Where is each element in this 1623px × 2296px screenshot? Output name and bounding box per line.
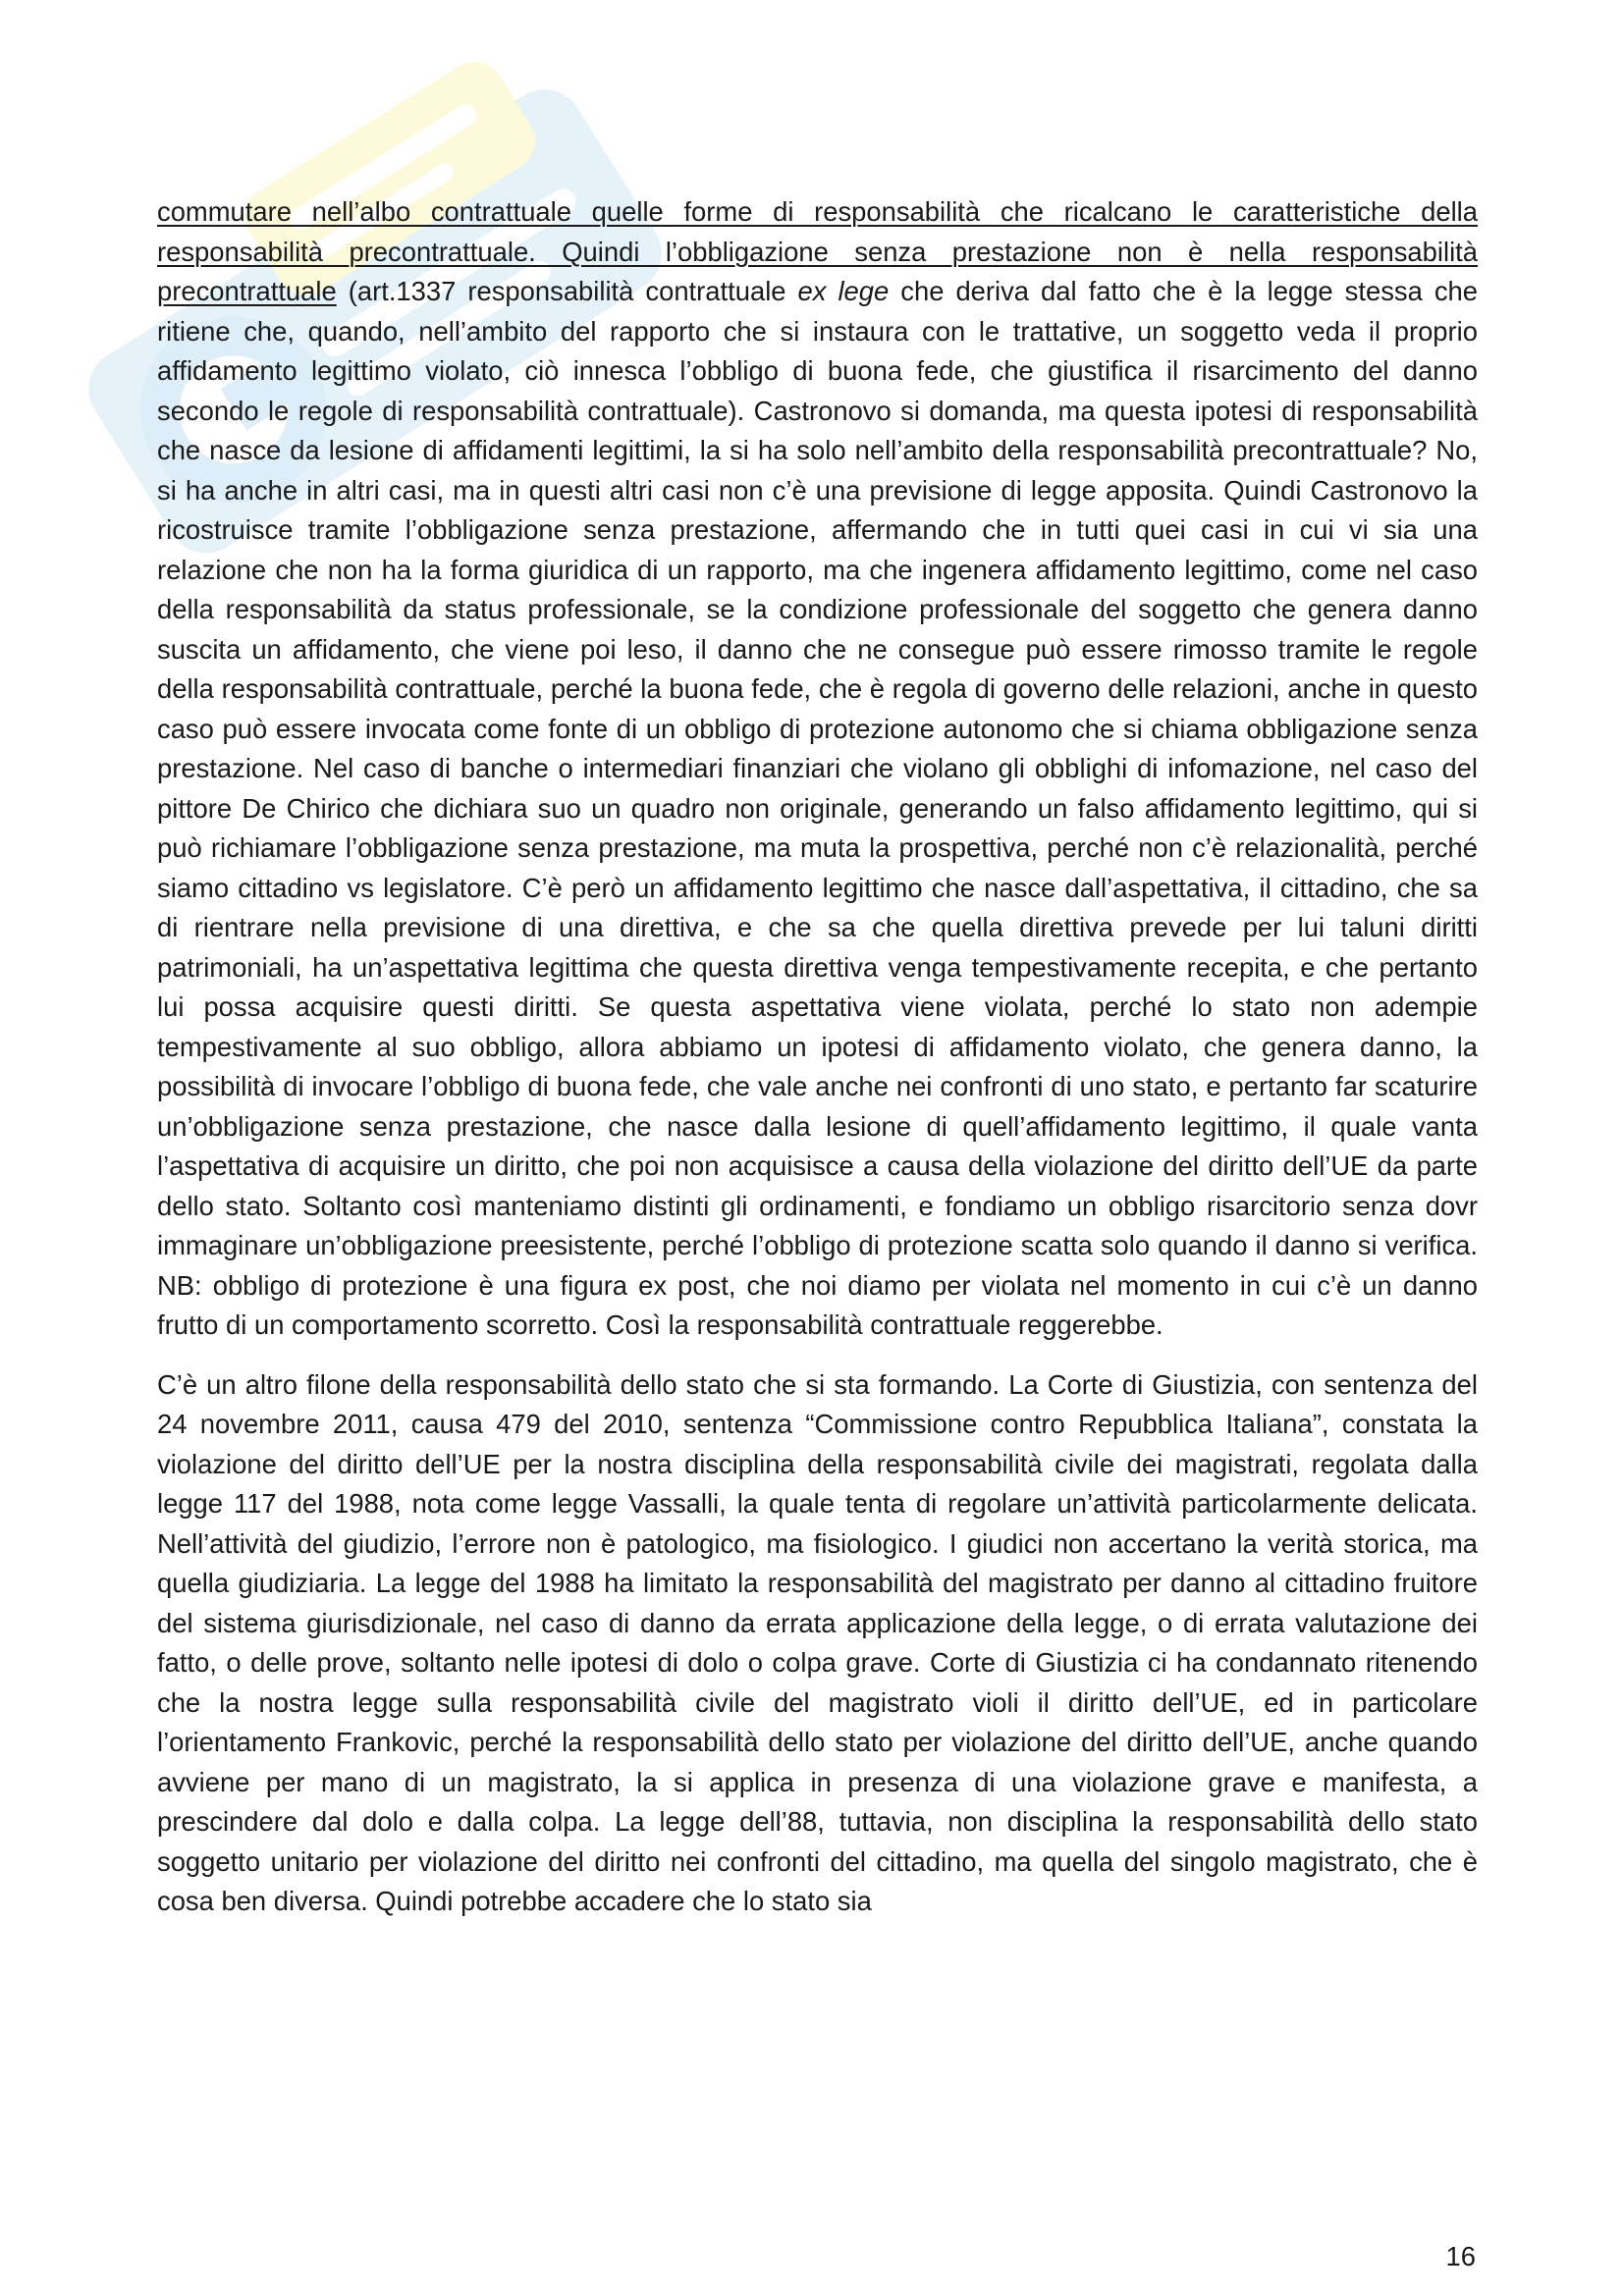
page-number: 16 — [1445, 2241, 1476, 2271]
paragraph-1-text-a: (art.1337 responsabilità contrattuale — [336, 276, 798, 306]
underlined-text: commutare nell’albo contrattuale quelle forme di responsabilità che ricalcano le caratteristiche della responsabilità precontrattuale. Quindi l’obbligazione senza prestazione non è nella responsabilità precontrattuale — [157, 196, 1478, 306]
italic-term: ex lege — [797, 276, 890, 306]
document-body — [157, 192, 1478, 1922]
paragraph-1 — [157, 192, 1478, 1346]
paragraph-1-text-b: che deriva dal fatto che è la legge stessa che ritiene che, quando, nell’ambito del rapporto che si instaura con le trattative, un soggetto veda il proprio affidamento legittimo violato, ciò innesca l’obbligo di buona fede, che giustifica il risarcimento del danno secondo le regole di responsabilità contrattuale). Castronovo si domanda, ma questa ipotesi di responsabilità che nasce da lesione di affidamenti legittimi, la si ha solo nell’ambito della responsabilità precontrattuale? No, si ha anche in altri casi, ma in questi altri casi non c’è una previsione di legge apposita. Quindi Castronovo la ricostruisce tramite l’obbligazione senza prestazione, affermando che in tutti quei casi in cui vi sia una relazione che non ha la forma giuridica di un rapporto, ma che ingenera affidamento legittimo, come nel caso della responsabilità da status professionale, se la condizione professionale del soggetto che genera danno suscita un affidamento, che viene poi leso, il danno che ne consegue può essere rimosso tramite le regole della responsabilità contrattuale, perché la buona fede, che è regola di governo delle relazioni, anche in questo caso può essere invocata come fonte di un obbligo di protezione autonomo che si chiama obbligazione senza prestazione. Nel caso di banche o intermediari finanziari che violano gli obblighi di infomazione, nel caso del pittore De Chirico che dichiara suo un quadro non originale, generando un falso affidamento legittimo, qui si può richiamare l’obbligazione senza prestazione, ma muta la prospettiva, perché non c’è relazionalità, perché siamo cittadino vs legislatore. C’è però un affidamento legittimo che nasce dall’aspettativa, il cittadino, che sa di rientrare nella previsione di una direttiva, e che sa che quella direttiva prevede per lui taluni diritti patrimoniali, ha un’aspettativa legittima che questa direttiva venga tempestivamente recepita, e che pertanto lui possa acquisire questi diritti. Se questa aspettativa viene violata, perché lo stato non adempie tempestivamente al suo obbligo, allora abbiamo un ipotesi di affidamento violato, che genera danno, la possibilità di invocare l’obbligo di buona fede, che vale anche nei confronti di uno stato, e pertanto far scaturire un’obbligazione senza prestazione, che nasce dalla lesione di quell’affidamento legittimo, il quale vanta l’aspettativa di acquisire un diritto, che poi non acquisisce a causa della violazione del diritto dell’UE da parte dello stato. Soltanto così manteniamo distinti gli ordinamenti, e fondiamo un obbligo risarcitorio senza dovr immaginare un’obbligazione preesistente, perché l’obbligo di protezione scatta solo quando il danno si verifica. NB: obbligo di protezione è una figura ex post, che noi diamo per violata nel momento in cui c’è un danno frutto di un comportamento scorretto. Così la responsabilità contrattuale reggerebbe. — [157, 276, 1478, 1340]
paragraph-2: C’è un altro filone della responsabilità dello stato che si sta formando. La Corte di Giustizia, con sentenza del 24 novembre 2011, causa 479 del 2010, sentenza “Commissione contro Repubblica Italiana”, constata la violazione del diritto dell’UE per la nostra disciplina della responsabilità civile dei magistrati, regolata dalla legge 117 del 1988, nota come legge Vassalli, la quale tenta di regolare un’attività particolarmente delicata. Nell’attività del giudizio, l’errore non è patologico, ma fisiologico. I giudici non accertano la verità storica, ma quella giudiziaria. La legge del 1988 ha limitato la responsabilità del magistrato per danno al cittadino fruitore del sistema giurisdizionale, nel caso di danno da errata applicazione della legge, o di errata valutazione dei fatto, o delle prove, soltanto nelle ipotesi di dolo o colpa grave. Corte di Giustizia ci ha condannato ritenendo che la nostra legge sulla responsabilità civile del magistrato violi il diritto dell’UE, ed in particolare l’orientamento Frankovic, perché la responsabilità dello stato per violazione del diritto dell’UE, anche quando avviene per mano di un magistrato, la si applica in presenza di una violazione grave e manifesta, a prescindere dal dolo e dalla colpa. La legge dell’88, tuttavia, non disciplina la responsabilità dello stato soggetto unitario per violazione del diritto nei confronti del cittadino, ma quella del singolo magistrato, che è cosa ben diversa. Quindi potrebbe accadere che lo stato sia — [157, 1368, 1478, 1916]
